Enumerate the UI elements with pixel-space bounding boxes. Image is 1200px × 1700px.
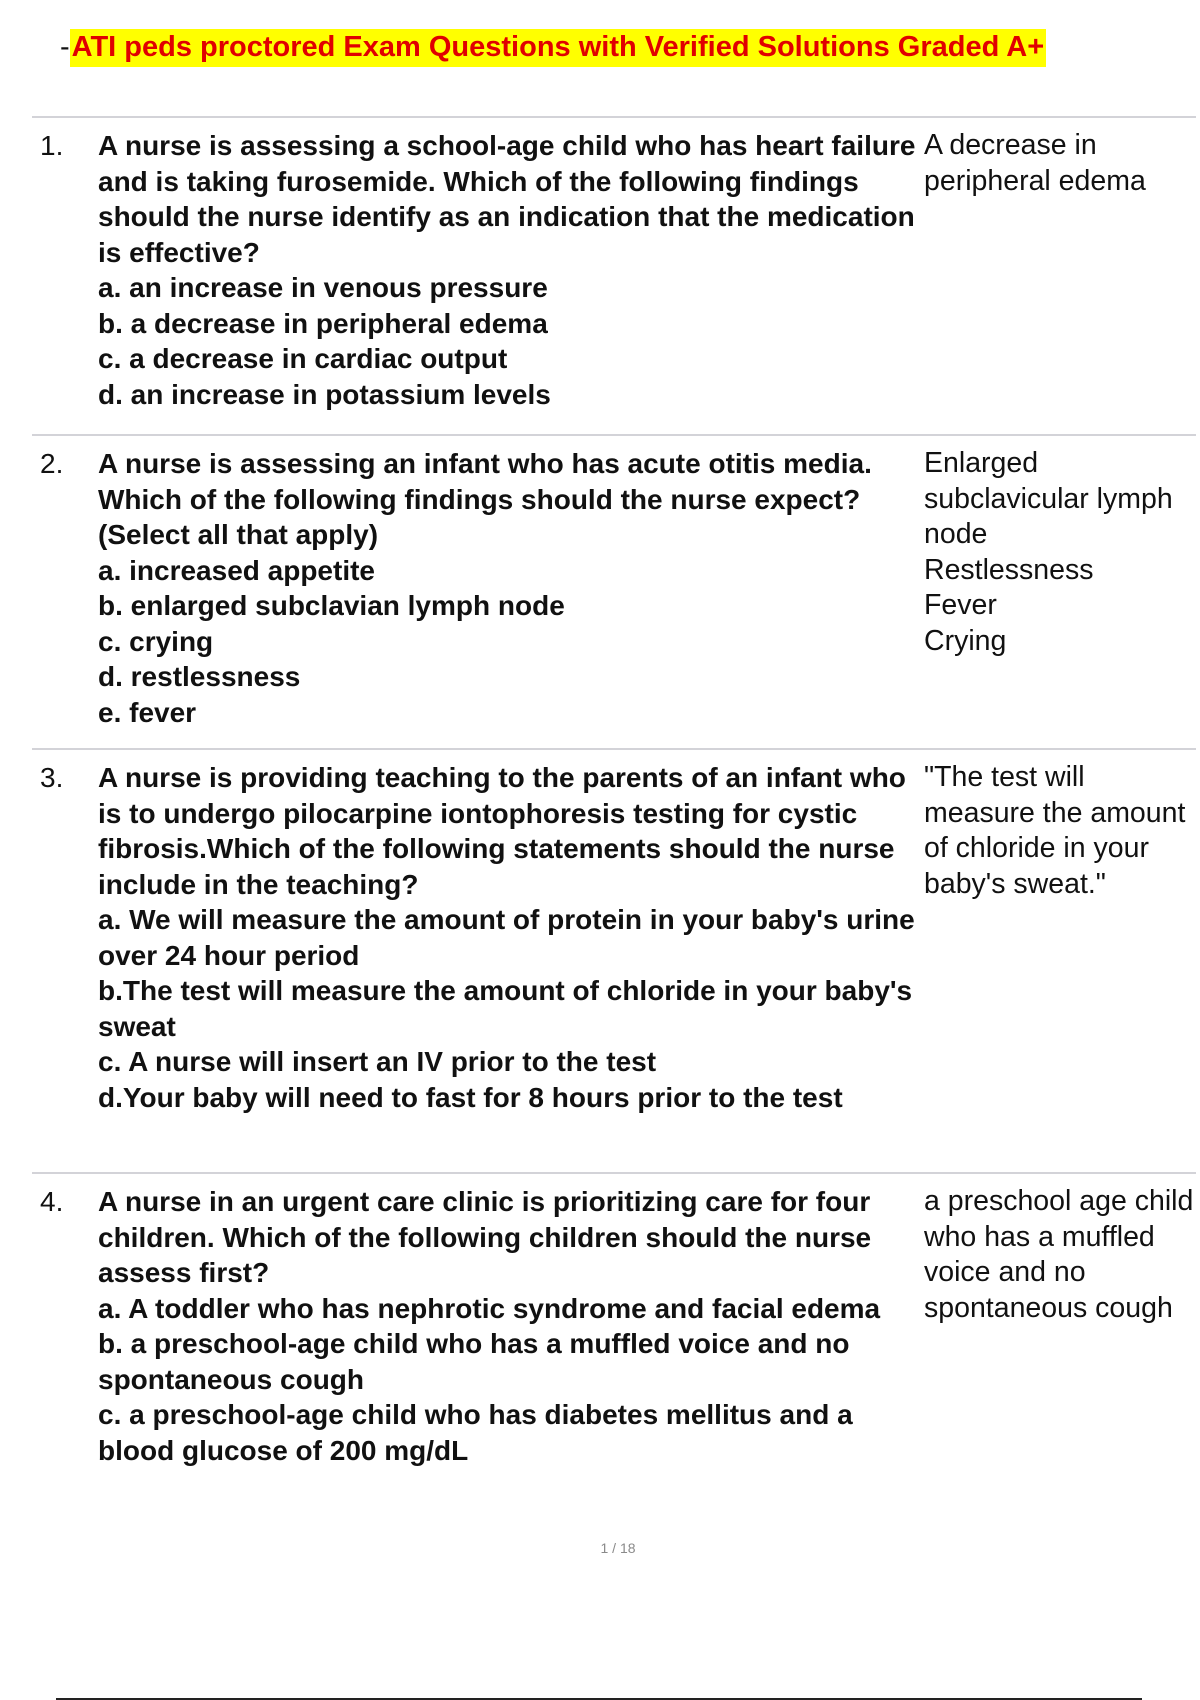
question-body [98, 128, 918, 434]
question-answer-table [32, 116, 1196, 1540]
question-row [32, 748, 1196, 1172]
answer-option: d.Your baby will need to fast for 8 hours prior to the test [98, 1081, 843, 1113]
answer-line: A decrease in peripheral edema [924, 129, 1146, 197]
question-number: 2. [40, 448, 64, 479]
answer-option: c. A nurse will insert an IV prior to the test [98, 1046, 657, 1077]
document-title [60, 30, 1046, 65]
question-row [32, 1172, 1196, 1540]
document-title-text: ATI peds proctored Exam Questions with Verified Solutions Graded A+ [70, 29, 1046, 67]
question-stem: A nurse is assessing a school-age child who has heart failure and is taking furosemide. Which of the following findings should the nurse identify as an indication that the medication is effective? [98, 130, 916, 268]
question-number: 3. [40, 762, 64, 793]
title-dash: - [60, 31, 70, 63]
question-row [32, 434, 1196, 748]
answer-option: b. a preschool-age child who has a muffled voice and no spontaneous cough [98, 1328, 850, 1395]
question-number: 1. [40, 130, 64, 161]
question-stem: A nurse is assessing an infant who has acute otitis media. Which of the following findings should the nurse expect? (Select all that apply) [98, 448, 872, 550]
answer-option: a. We will measure the amount of protein in your baby's urine over 24 hour period [98, 904, 915, 971]
answer-line: a preschool age child who has a muffled voice and no spontaneous cough [924, 1185, 1194, 1324]
question-stem: A nurse in an urgent care clinic is prioritizing care for four children. Which of the following children should the nurse assess first? [98, 1186, 872, 1288]
answer-option: d. an increase in potassium levels [98, 378, 551, 410]
correct-answer [918, 128, 1196, 434]
answer-line: "The test will measure the amount of chloride in your baby's sweat." [924, 761, 1186, 900]
answer-line: Fever [924, 589, 997, 621]
correct-answer [918, 446, 1196, 748]
answer-option: c. a decrease in cardiac output [98, 343, 508, 374]
correct-answer [918, 760, 1196, 1172]
question-body [98, 760, 918, 1172]
question-number: 4. [40, 1186, 64, 1217]
answer-option: a. increased appetite [98, 554, 376, 586]
answer-option: b. a decrease in peripheral edema [98, 307, 548, 339]
correct-answer [918, 1184, 1196, 1540]
answer-line: Enlarged subclavicular lymph node [924, 447, 1173, 550]
question-row [32, 116, 1196, 434]
answer-line: Restlessness [924, 553, 1094, 586]
page-indicator: 1 / 18 [600, 1540, 636, 1556]
answer-option: c. a preschool-age child who has diabetes mellitus and a blood glucose of 200 mg/dL [98, 1399, 853, 1466]
answer-option: a. an increase in venous pressure [98, 272, 548, 303]
answer-option: c. crying [98, 625, 214, 657]
answer-option: a. A toddler who has nephrotic syndrome and facial edema [98, 1292, 881, 1324]
answer-option: b.The test will measure the amount of chloride in your baby's sweat [98, 975, 913, 1042]
answer-line: Crying [924, 624, 1007, 657]
answer-option: e. fever [98, 696, 197, 728]
question-body [98, 446, 918, 748]
answer-option: d. restlessness [98, 661, 301, 692]
question-body [98, 1184, 918, 1540]
answer-option: b. enlarged subclavian lymph node [98, 590, 565, 621]
question-stem: A nurse is providing teaching to the parents of an infant who is to undergo pilocarpine iontophoresis testing for cystic fibrosis.Which of the following statements should the nurse include in the teaching? [98, 762, 906, 900]
